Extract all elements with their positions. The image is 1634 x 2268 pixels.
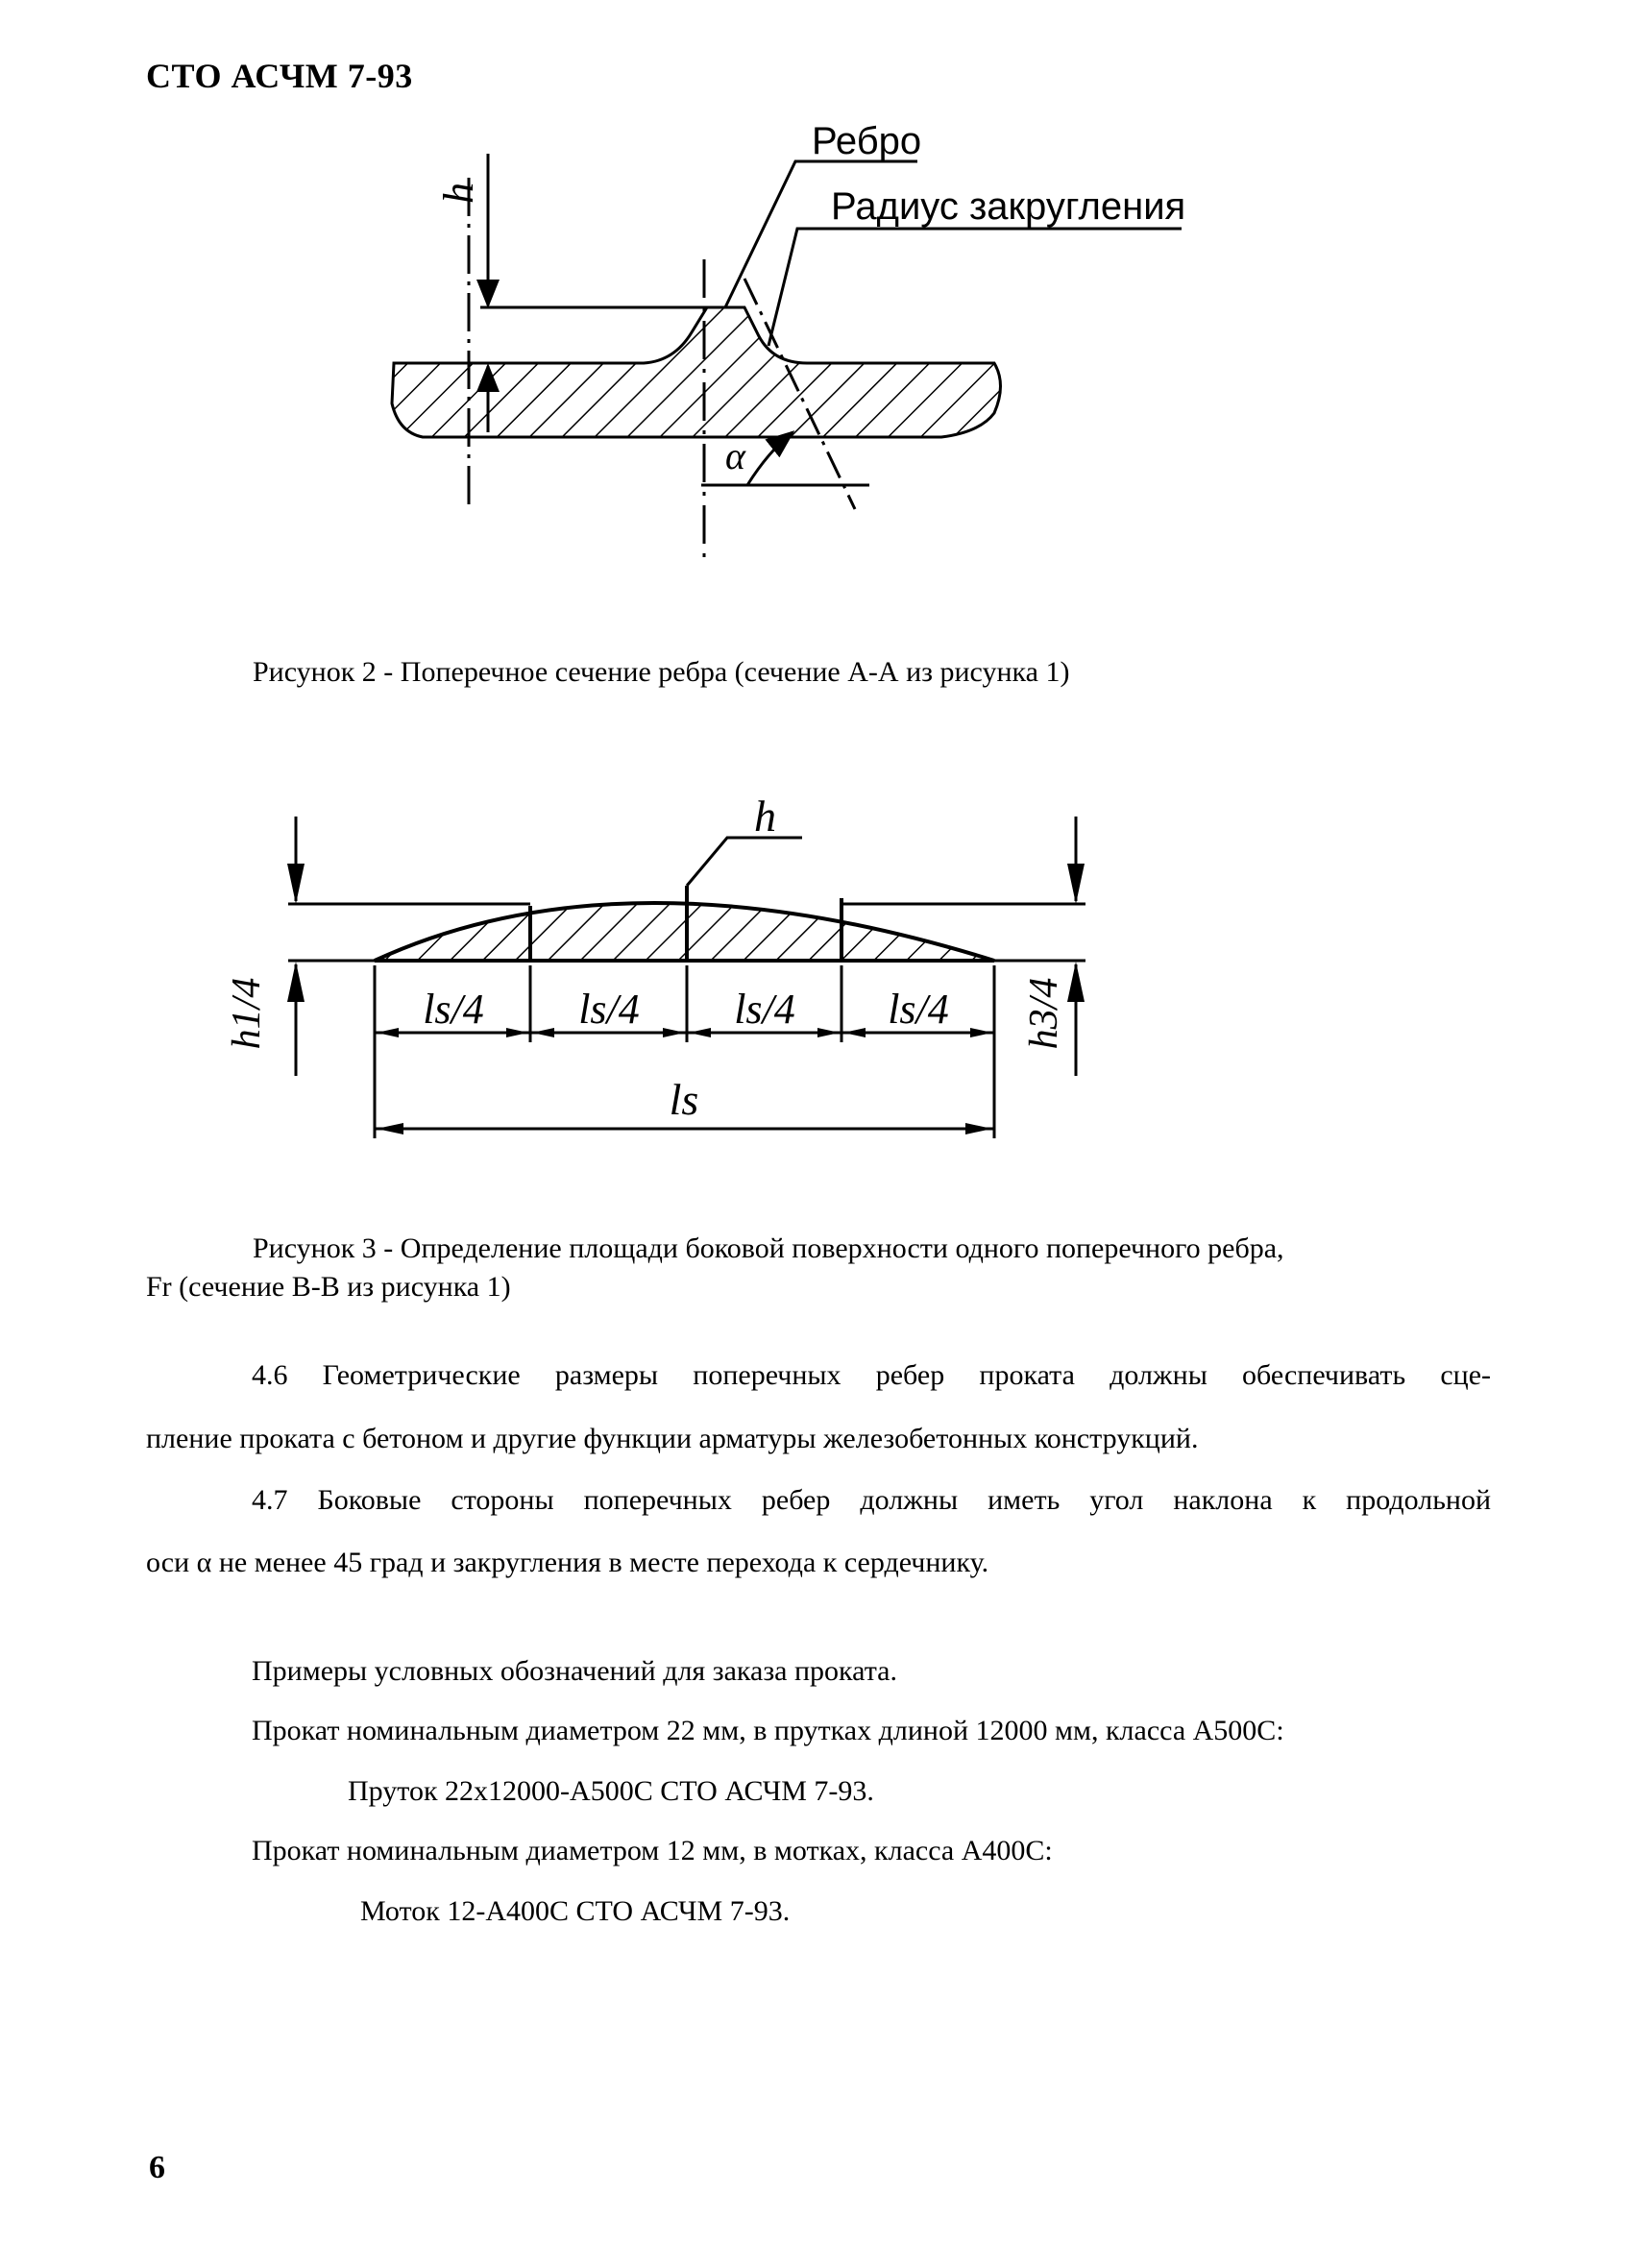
example-2-description: Прокат номинальным диаметром 12 мм, в мотках, класса А400С: bbox=[252, 1835, 1053, 1866]
rib-leader bbox=[725, 161, 917, 307]
figure-2-rib-cross-section bbox=[365, 120, 1230, 567]
para-4-7-line-2: оси α не менее 45 град и закругления в месте перехода к сердечнику. bbox=[146, 1547, 989, 1578]
figure-3-rib-side-area bbox=[225, 788, 1114, 1153]
fig3-quarter-4: ls/4 bbox=[888, 986, 949, 1033]
fig3-h34-label: h3/4 bbox=[1022, 977, 1066, 1050]
document-code: СТО АСЧМ 7-93 bbox=[146, 57, 413, 95]
fig3-ls-label: ls bbox=[669, 1075, 699, 1124]
figure-3-caption-line-1: Рисунок 3 - Определение площади боковой поверхности одного поперечного ребра, bbox=[253, 1232, 1284, 1264]
fig3-h14-label: h1/4 bbox=[225, 977, 269, 1050]
example-1-code: Пруток 22х12000-А500С СТО АСЧМ 7-93. bbox=[348, 1775, 874, 1807]
radius-leader bbox=[768, 229, 1182, 346]
fig2-rib-label: Ребро bbox=[812, 120, 922, 162]
para-4-7-line-1: 4.7 Боковые стороны поперечных ребер должны иметь угол наклона к продольной bbox=[252, 1484, 1491, 1516]
fig3-quarter-2: ls/4 bbox=[578, 986, 640, 1033]
figure-2-caption: Рисунок 2 - Поперечное сечение ребра (сечение А-А из рисунка 1) bbox=[253, 656, 1070, 688]
fig2-radius-label: Радиус закругления bbox=[831, 185, 1186, 228]
rib-profile bbox=[375, 903, 994, 961]
example-2-code: Моток 12-А400С СТО АСЧМ 7-93. bbox=[360, 1895, 791, 1927]
para-4-6-line-2: пление проката с бетоном и другие функции арматуры железобетонных конструкций. bbox=[146, 1423, 1199, 1454]
fig3-quarter-3: ls/4 bbox=[734, 986, 795, 1033]
alpha-arc bbox=[747, 432, 793, 485]
fig3-h-leader bbox=[687, 838, 802, 886]
examples-title: Примеры условных обозначений для заказа проката. bbox=[252, 1655, 897, 1687]
figure-2-center-axis bbox=[672, 259, 711, 567]
fig3-h-label: h bbox=[754, 792, 776, 841]
figure-3-caption-line-2: Fr (сечение В-В из рисунка 1) bbox=[146, 1271, 511, 1303]
fig2-alpha-label: α bbox=[725, 434, 745, 477]
page-number: 6 bbox=[149, 2150, 165, 2185]
para-4-6-line-1: 4.6 Геометрические размеры поперечных ребер проката должны обеспечивать сце- bbox=[252, 1359, 1491, 1391]
fig2-h-label: h bbox=[435, 183, 482, 204]
example-1-description: Прокат номинальным диаметром 22 мм, в прутках длиной 12000 мм, класса А500С: bbox=[252, 1715, 1284, 1746]
fig3-quarter-1: ls/4 bbox=[423, 986, 484, 1033]
figure-3-caption bbox=[253, 1230, 1501, 1268]
